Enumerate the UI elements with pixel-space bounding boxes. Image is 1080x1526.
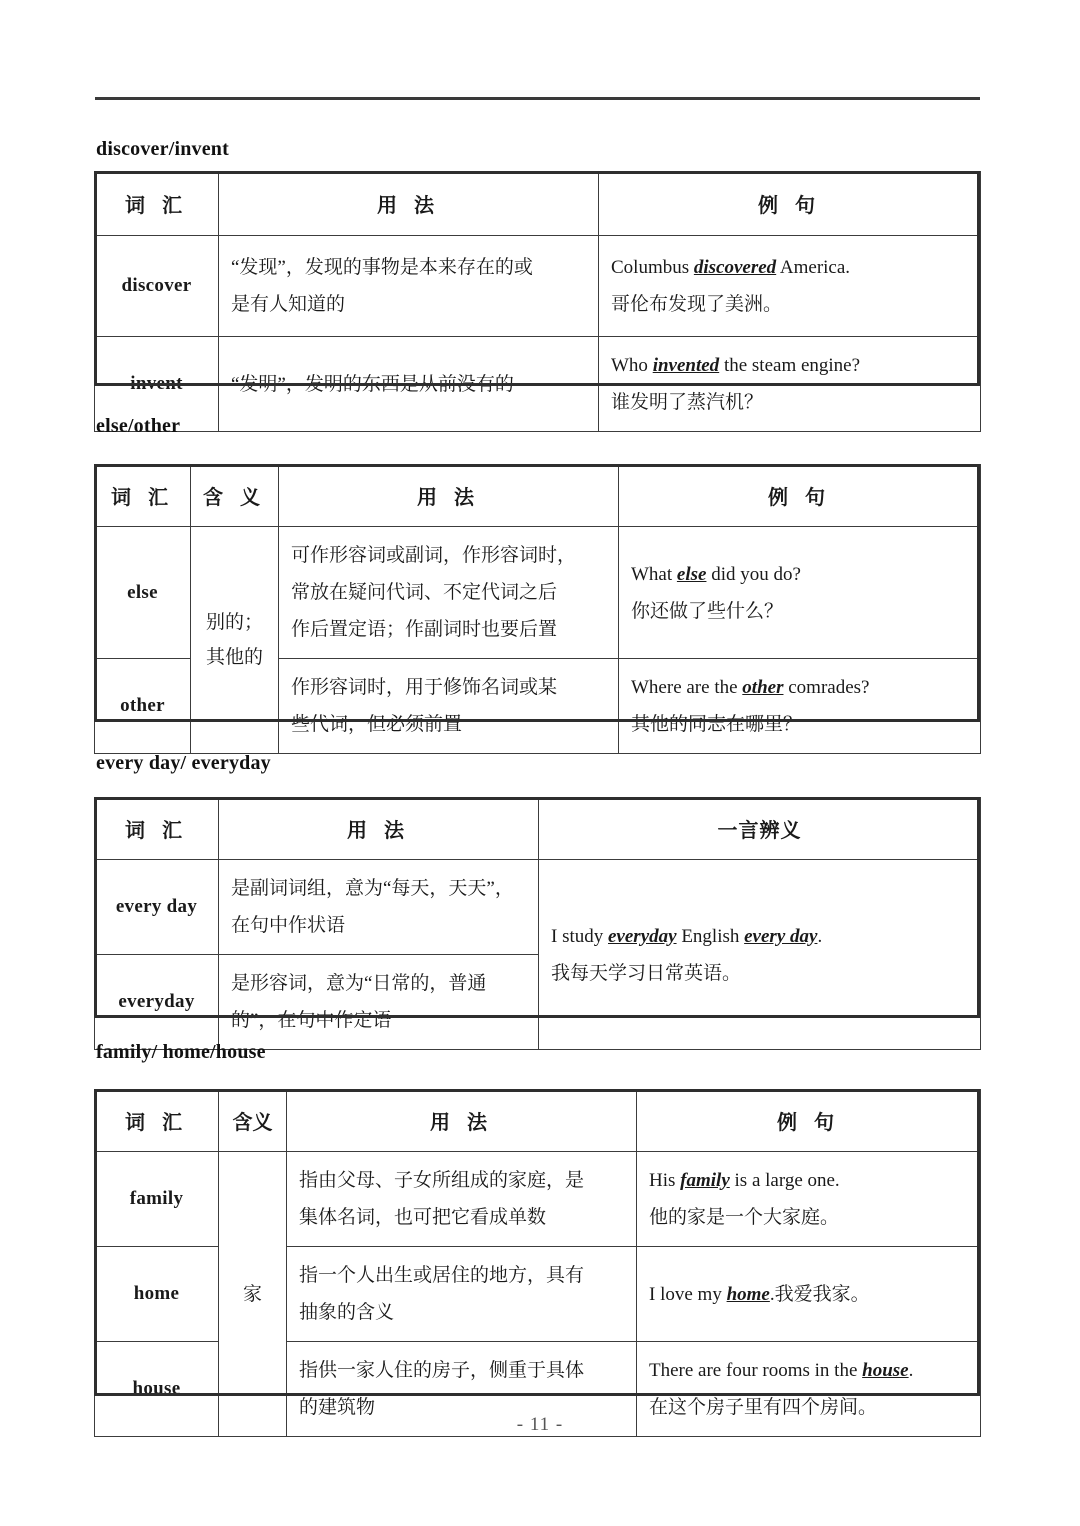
cell-usage	[279, 527, 619, 659]
cell-word: other	[95, 659, 191, 754]
header-example: 例 句	[637, 1090, 981, 1152]
header-word: 词 汇	[95, 1090, 219, 1152]
cell-example	[619, 527, 981, 659]
example-text: English	[676, 925, 745, 947]
cell-example	[599, 337, 981, 432]
cell-example	[637, 1152, 981, 1247]
cell-word: else	[95, 527, 191, 659]
header-meaning: 含 义	[191, 465, 279, 527]
example-english	[631, 669, 970, 706]
usage-line: 集体名词，也可把它看成单数	[299, 1207, 547, 1229]
example-keyword: family	[680, 1170, 730, 1191]
cell-word: discover	[95, 236, 219, 337]
table-family-home-house	[94, 1089, 981, 1437]
table-header-row	[95, 465, 981, 527]
example-chinese: 哥伦布发现了美洲。	[611, 294, 783, 315]
example-text: What	[631, 563, 677, 585]
usage-line: 是形容词，意为“日常的，普通	[231, 973, 487, 995]
usage-line: 抽象的含义	[299, 1302, 395, 1324]
example-keyword: other	[742, 677, 784, 699]
usage-line: 作后置定语；作副词时也要后置	[291, 619, 558, 641]
header-example: 例 句	[599, 172, 981, 236]
cell-example-merged	[539, 860, 981, 1050]
cell-usage	[219, 860, 539, 955]
usage-line: 作形容词时，用于修饰名词或某	[291, 677, 558, 699]
example-chinese: 他的家是一个大家庭。	[649, 1207, 840, 1229]
example-english	[649, 1284, 775, 1305]
table-row	[95, 527, 981, 659]
example-chinese: 我爱我家。	[774, 1283, 870, 1305]
cell-word: house	[95, 1342, 219, 1437]
cell-usage	[279, 659, 619, 754]
example-english	[611, 249, 970, 286]
header-usage: 用 法	[219, 172, 599, 236]
example-chinese: 谁发明了蒸汽机？	[611, 392, 764, 414]
example-text: the steam engine?	[719, 355, 861, 376]
header-word: 词 汇	[95, 465, 191, 527]
example-text: Columbus	[611, 256, 694, 278]
example-english	[649, 1162, 970, 1199]
table-header-row	[95, 798, 981, 860]
cell-example	[599, 236, 981, 337]
table-row	[95, 236, 981, 337]
example-text: Where are the	[631, 677, 743, 699]
header-usage: 用 法	[279, 465, 619, 527]
table-row	[95, 860, 981, 955]
cell-usage	[219, 955, 539, 1050]
cell-example	[637, 1247, 981, 1342]
table-every-day-everyday	[94, 797, 981, 1050]
example-keyword: invented	[652, 355, 720, 376]
example-keyword: everyday	[608, 925, 677, 947]
usage-line: 是有人知道的	[231, 294, 346, 315]
header-meaning: 含义	[219, 1090, 287, 1152]
cell-meaning-merged	[191, 527, 279, 754]
cell-usage	[219, 337, 599, 432]
example-keyword: discovered	[693, 256, 777, 278]
section-title-discover-invent: discover/invent	[96, 138, 229, 160]
header-usage: 用 法	[287, 1090, 637, 1152]
usage-line: 指供一家人住的房子，侧重于具体	[299, 1360, 585, 1382]
example-keyword: home	[726, 1283, 770, 1305]
cell-word: invent	[95, 337, 219, 432]
page-number: - 11 -	[516, 1414, 564, 1435]
table-discover-invent	[94, 171, 981, 432]
cell-example	[619, 659, 981, 754]
example-keyword: every day	[744, 925, 818, 947]
example-text: His	[649, 1170, 681, 1191]
usage-line: 的”，在句中作定语	[231, 1010, 392, 1032]
example-text: I study	[551, 925, 608, 947]
header-word: 词 汇	[95, 798, 219, 860]
example-chinese: 在这个房子里有四个房间。	[649, 1397, 878, 1419]
example-chinese: 你还做了些什么？	[631, 600, 784, 622]
cell-usage	[287, 1152, 637, 1247]
example-text: There are four rooms in the	[649, 1360, 863, 1382]
section-title-every-day-everyday: every day/ everyday	[96, 752, 271, 774]
cell-word: everyday	[95, 955, 219, 1050]
meaning-line: 家	[242, 1283, 262, 1305]
example-english	[611, 347, 970, 384]
cell-meaning-merged	[219, 1152, 287, 1437]
cell-usage	[219, 236, 599, 337]
usage-line: 在句中作状语	[231, 915, 346, 937]
example-keyword: else	[676, 563, 707, 585]
header-usage: 用 法	[219, 798, 539, 860]
example-keyword: house	[862, 1360, 909, 1382]
cell-word: every day	[95, 860, 219, 955]
table-header-row	[95, 172, 981, 236]
example-english	[649, 1352, 970, 1389]
header-example: 例 句	[619, 465, 981, 527]
example-chinese: 其他的同志在哪里？	[631, 714, 803, 736]
example-text: .	[908, 1360, 914, 1382]
usage-line: “发明”，发明的东西是从前没有的	[231, 373, 514, 395]
section-title-else-other: else/other	[96, 415, 181, 437]
example-text: .	[817, 925, 823, 947]
example-text: comrades?	[783, 677, 870, 699]
usage-line: 指由父母、子女所组成的家庭，是	[299, 1170, 585, 1191]
usage-line: 常放在疑问代词、不定代词之后	[291, 582, 558, 604]
cell-usage	[287, 1247, 637, 1342]
usage-line: 可作形容词或副词，作形容词时，	[291, 545, 577, 566]
example-text: America.	[776, 256, 851, 278]
table-row	[95, 337, 981, 432]
example-text: .	[769, 1283, 775, 1305]
example-text: I love my	[649, 1283, 727, 1305]
example-text: Who	[611, 355, 653, 376]
table-row	[95, 1152, 981, 1247]
example-text: did you do?	[706, 563, 801, 585]
section-title-family-home-house: family/ home/house	[96, 1041, 266, 1063]
header-rule	[95, 97, 980, 100]
usage-line: 指一个人出生或居住的地方，具有	[299, 1265, 585, 1287]
usage-line: 些代词，但必须前置	[291, 714, 463, 736]
usage-line: 是副词词组，意为“每天，天天”，	[231, 878, 514, 899]
header-word: 词 汇	[95, 172, 219, 236]
example-english	[551, 918, 970, 955]
meaning-line: 别的；	[205, 611, 263, 633]
usage-line: “发现”，发现的事物是本来存在的或	[231, 256, 533, 278]
example-english	[631, 556, 970, 593]
table-else-other	[94, 464, 981, 754]
meaning-line: 其他的	[205, 647, 263, 669]
usage-line: 的建筑物	[299, 1397, 376, 1419]
table-header-row	[95, 1090, 981, 1152]
cell-word: family	[95, 1152, 219, 1247]
header-example: 一言辨义	[539, 798, 981, 860]
example-chinese: 我每天学习日常英语。	[551, 962, 742, 984]
example-text: is a large one.	[729, 1170, 840, 1191]
cell-word: home	[95, 1247, 219, 1342]
